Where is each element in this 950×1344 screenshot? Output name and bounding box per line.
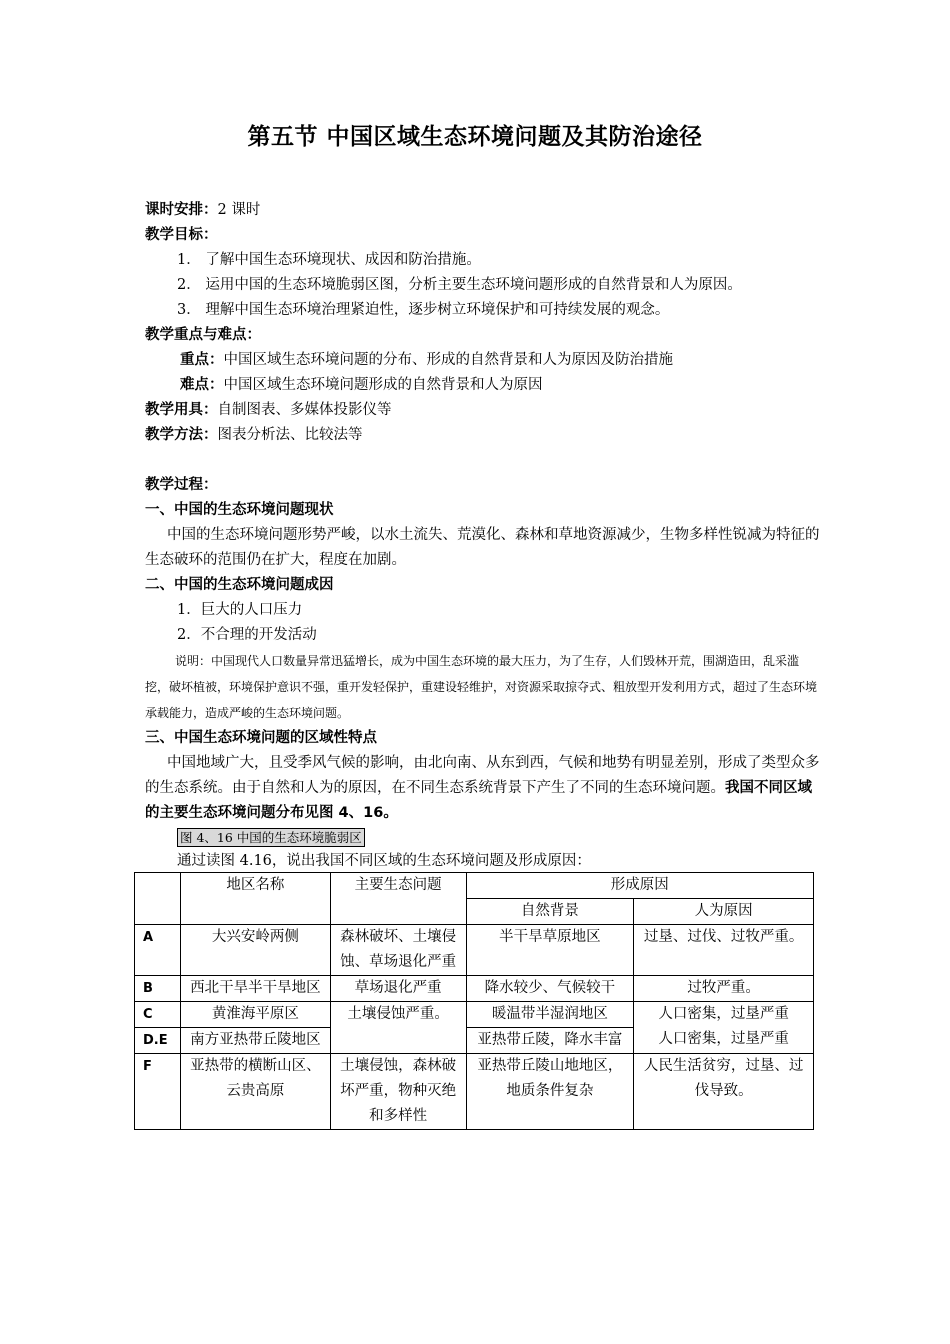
row-human	[634, 1002, 814, 1054]
section1-heading: 一、中国的生态环境问题现状	[145, 502, 334, 518]
objective-item: 1． 了解中国生态环境现状、成因和防治措施。	[177, 252, 481, 268]
process-label: 教学过程：	[145, 477, 218, 493]
row-region: 大兴安岭两侧	[180, 925, 330, 976]
focus-label: 重点：	[180, 352, 224, 368]
schedule-value: 2 课时	[217, 202, 261, 218]
row-human: 过垦、过伐、过牧严重。	[634, 925, 814, 976]
row-problem: 森林破坏、土壤侵蚀、草场退化严重	[330, 925, 466, 976]
section3-bold-text: 我国不同区域的主要生态环境问题分布见图 4、16。	[145, 780, 812, 821]
focus-line	[145, 348, 820, 373]
row-human: 人民生活贫穷，过垦、过伐导致。	[634, 1054, 814, 1130]
row-human-line: 人口密集，过垦严重	[658, 1006, 789, 1022]
row-problem: 草场退化严重	[330, 976, 466, 1002]
header-problem: 主要生态问题	[330, 873, 466, 925]
table-row	[135, 1002, 814, 1028]
table-header-row	[135, 873, 814, 899]
row-human: 过牧严重。	[634, 976, 814, 1002]
objective-item: 2． 运用中国的生态环境脆弱区图，分析主要生态环境问题形成的自然背景和人为原因。	[177, 277, 742, 293]
row-code: B	[135, 976, 181, 1002]
difficulty-line	[145, 373, 820, 398]
section3-heading: 三、中国生态环境问题的区域性特点	[145, 730, 377, 746]
row-region: 南方亚热带丘陵地区	[180, 1028, 330, 1054]
schedule-label: 课时安排：	[145, 202, 218, 218]
row-problem: 土壤侵蚀严重。	[330, 1002, 466, 1054]
page-title: 第五节 中国区域生态环境问题及其防治途径	[247, 124, 703, 150]
objective-item: 3． 理解中国生态环境治理紧迫性，逐步树立环境保护和可持续发展的观念。	[177, 302, 670, 318]
methods-value: 图表分析法、比较法等	[217, 427, 363, 443]
row-problem: 土壤侵蚀，森林破坏严重，物种灭绝和多样性	[330, 1054, 466, 1130]
methods-label: 教学方法：	[145, 427, 218, 443]
header-cause: 形成原因	[466, 873, 813, 899]
section1-text: 中国的生态环境问题形势严峻，以水土流失、荒漠化、森林和草地资源减少，生物多样性锐减为特征的生态破环的范围仍在扩大，程度在加剧。	[145, 527, 820, 568]
table-row	[135, 925, 814, 976]
difficulty-label: 难点：	[180, 377, 224, 393]
cause-item: 1．巨大的人口压力	[177, 602, 303, 618]
methods-line	[145, 423, 820, 448]
header-natural: 自然背景	[466, 899, 634, 925]
row-natural-line: 地质条件复杂	[506, 1083, 594, 1099]
row-code: D.E	[135, 1028, 181, 1054]
header-region: 地区名称	[180, 873, 330, 925]
row-code: C	[135, 1002, 181, 1028]
note-text: 说明：中国现代人口数量异常迅猛增长，成为中国生态环境的最大压力，为了生存，人们毁林开荒，围湖造田，乱采滥挖，破坏植被，环境保护意识不强，重开发轻保护，重建设轻维护，对资源采取掠夺式、粗放型开发利用方式，超过了生态环境承载能力，造成严峻的生态环境问题。	[145, 654, 818, 720]
document-body	[145, 198, 820, 874]
row-region: 西北干旱半干旱地区	[180, 976, 330, 1002]
table-row	[135, 1054, 814, 1130]
spacer	[145, 448, 820, 473]
row-natural: 降水较少、气候较干	[466, 976, 634, 1002]
keypoints-label: 教学重点与难点：	[145, 327, 261, 343]
table-intro: 通过读图 4.16，说出我国不同区域的生态环境问题及形成原因：	[177, 853, 591, 869]
cause-item: 2．不合理的开发活动	[177, 627, 317, 643]
row-code: A	[135, 925, 181, 976]
focus-text: 中国区域生态环境问题的分布、形成的自然背景和人为原因及防治措施	[223, 352, 673, 368]
schedule-line	[145, 198, 820, 223]
row-region: 亚热带的横断山区、云贵高原	[180, 1054, 330, 1130]
row-region: 黄淮海平原区	[180, 1002, 330, 1028]
section3-body: 中国地域广大，且受季风气候的影响，由北向南、从东到西，气候和地势有明显差别，形成了类型众多的生态系统。由于自然和人为的原因，在不同生态系统背景下产生了不同的生态环境问题。	[145, 755, 820, 796]
table-header-code	[135, 873, 181, 925]
difficulty-text: 中国区域生态环境问题形成的自然背景和人为原因	[223, 377, 543, 393]
objectives-label: 教学目标：	[145, 227, 218, 243]
row-natural: 亚热带丘陵，降水丰富	[466, 1028, 634, 1054]
table-row	[135, 976, 814, 1002]
header-human: 人为原因	[634, 899, 814, 925]
section2-heading: 二、中国的生态环境问题成因	[145, 577, 334, 593]
tools-line	[145, 398, 820, 423]
row-code: F	[135, 1054, 181, 1130]
figure-caption-line	[145, 826, 820, 849]
tools-label: 教学用具：	[145, 402, 218, 418]
section3-text	[145, 751, 820, 826]
row-natural: 暖温带半湿润地区	[466, 1002, 634, 1028]
row-natural-line: 亚热带丘陵山地地区，	[477, 1058, 623, 1074]
tools-value: 自制图表、多媒体投影仪等	[217, 402, 392, 418]
row-natural	[466, 1054, 634, 1130]
row-natural: 半干旱草原地区	[466, 925, 634, 976]
eco-problems-table	[134, 872, 814, 1130]
row-human-line: 人口密集，过垦严重	[658, 1031, 789, 1047]
figure-caption: 图 4、16 中国的生态环境脆弱区	[177, 828, 365, 847]
